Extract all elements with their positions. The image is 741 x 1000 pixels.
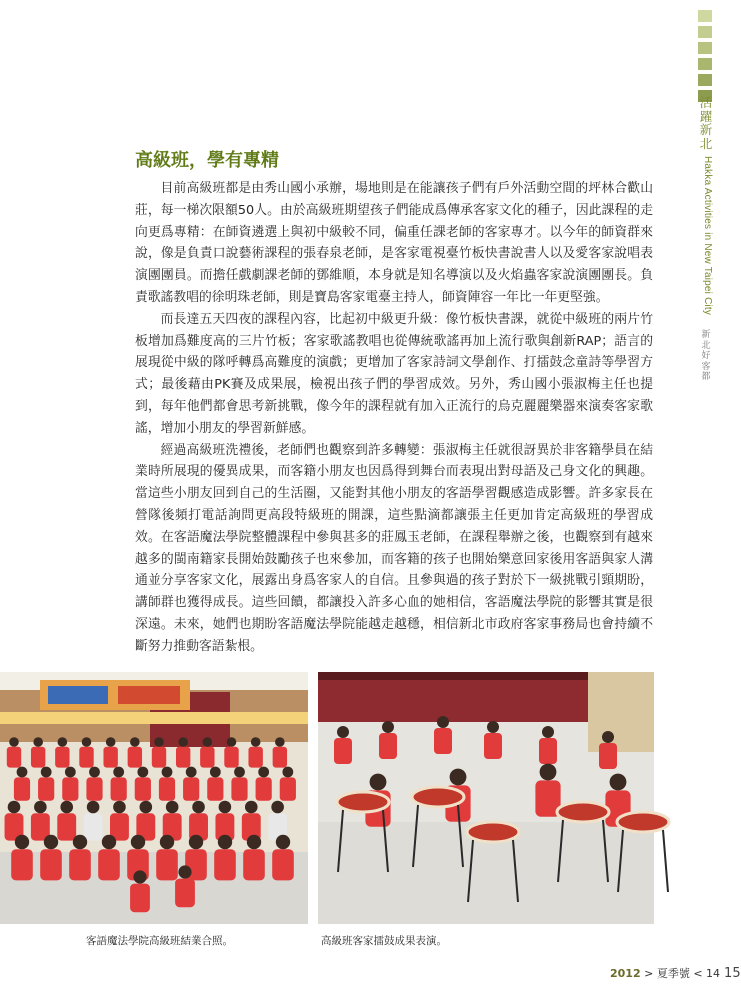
article-heading: 高級班，學有專精 (135, 150, 279, 171)
section-title-vertical (699, 96, 713, 150)
photo-caption-right: 高級班客家擂鼓成果表演。 (321, 935, 447, 947)
decorative-squares (698, 10, 712, 106)
section-title-char: 活 (699, 95, 713, 110)
drum-performance-photo (318, 672, 654, 924)
page-footer (610, 965, 741, 981)
photo-caption-left: 客語魔法學院高級班結業合照。 (86, 935, 233, 947)
section-subtitle-vertical (700, 330, 712, 383)
decorative-square (698, 10, 712, 22)
article-paragraph: 而長達五天四夜的課程內容，比起初中級更升級：像竹板快書課，就從中級班的兩片竹板增加爲難度高的三片竹板；客家歌謠教唱也從傳統歌謠再加上流行歌與創新RAP；語言的展現從中級的隊呼轉爲高難度的演戲；更增加了客家詩詞文學創作、打擂鼓念童詩等學習方式；最後藉由PK賽及成果展，檢視出孩子們的學習成效。另外，秀山國小張淑梅主任也提到，每年他們都會思考新挑戰，像今年的課程就有加入正流行的烏克麗麗樂器來演奏客家歌謠，增加小朋友的學習新鮮感。 (135, 311, 653, 436)
section-subtitle-char: 都 (701, 372, 711, 382)
article-paragraph: 經過高級班洗禮後，老師們也觀察到許多轉變：張淑梅主任就很訝異於非客籍學員在結業時所展現的優異成果，而客籍小朋友也因爲得到舞台而表現出對母語及己身文化的興趣。當這些小朋友回到自己的生活圈，又能對其他小朋友的客語學習觀感造成影響。許多家長在營隊後頻打電話詢問更高段特級班的開課，這些點滴都讓張主任更加肯定高級班的學習成效。在客語魔法學院整體課程中參與甚多的莊鳳玉老師，在課程舉辦之後，也觀察到有越來越多的閩南籍家長開始鼓勵孩子也來參加，而客籍的孩子也開始樂意回家後用客語與家人溝通並分享客家文化，展露出身爲客家人的自信。且參與過的孩子對於下一級挑戰引頸期盼，講師群也獲得成長。這些回饋，都讓投入許多心血的她相信，客語魔法學院的影響其實是很深遠。未來，她們也期盼客語魔法學院能越走越穩，相信新北市政府客家事務局也會持續不斷努力推動客語紮根。 (135, 442, 653, 654)
section-subtitle-en: Hakka Activities in New Taipei City (702, 156, 713, 316)
article-paragraph: 目前高級班都是由秀山國小承辦，場地則是在能讓孩子們有戶外活動空間的坪林合歡山莊，每一梯次限額50人。由於高級班期望孩子們能成爲傳承客家文化的種子，因此課程的走向更爲專精：在師資遴選上與初中級較不同，偏重任課老師的客家專才。以今年的師資群來說，像是負責口說藝術課程的張春泉老師，是客家電視臺竹板快書說書人以及愛客家說唱表演團團員。而擔任戲劇課老師的鄧維順，本身就是知名導演以及火焰蟲客家說演團團長。負責歌謠教唱的徐明珠老師，則是寶島客家電臺主持人，師資陣容一年比一年更堅強。 (135, 181, 653, 305)
group-photo (0, 672, 308, 924)
section-subtitle-char: 好 (701, 351, 711, 361)
decorative-square (698, 42, 712, 54)
section-subtitle-char: 北 (701, 340, 711, 351)
page-number: 15 (724, 966, 741, 981)
section-title-char: 新 (699, 122, 713, 137)
decorative-square (698, 58, 712, 70)
decorative-square (698, 74, 712, 86)
footer-issue: > 夏季號 < 14 (640, 967, 721, 980)
section-title-char: 躍 (699, 108, 713, 124)
section-subtitle-char: 新 (701, 330, 711, 340)
decorative-square (698, 26, 712, 38)
section-title-char: 北 (699, 135, 713, 151)
footer-year: 2012 (610, 967, 641, 980)
section-subtitle-char: 客 (701, 361, 711, 372)
article-body (135, 178, 653, 658)
